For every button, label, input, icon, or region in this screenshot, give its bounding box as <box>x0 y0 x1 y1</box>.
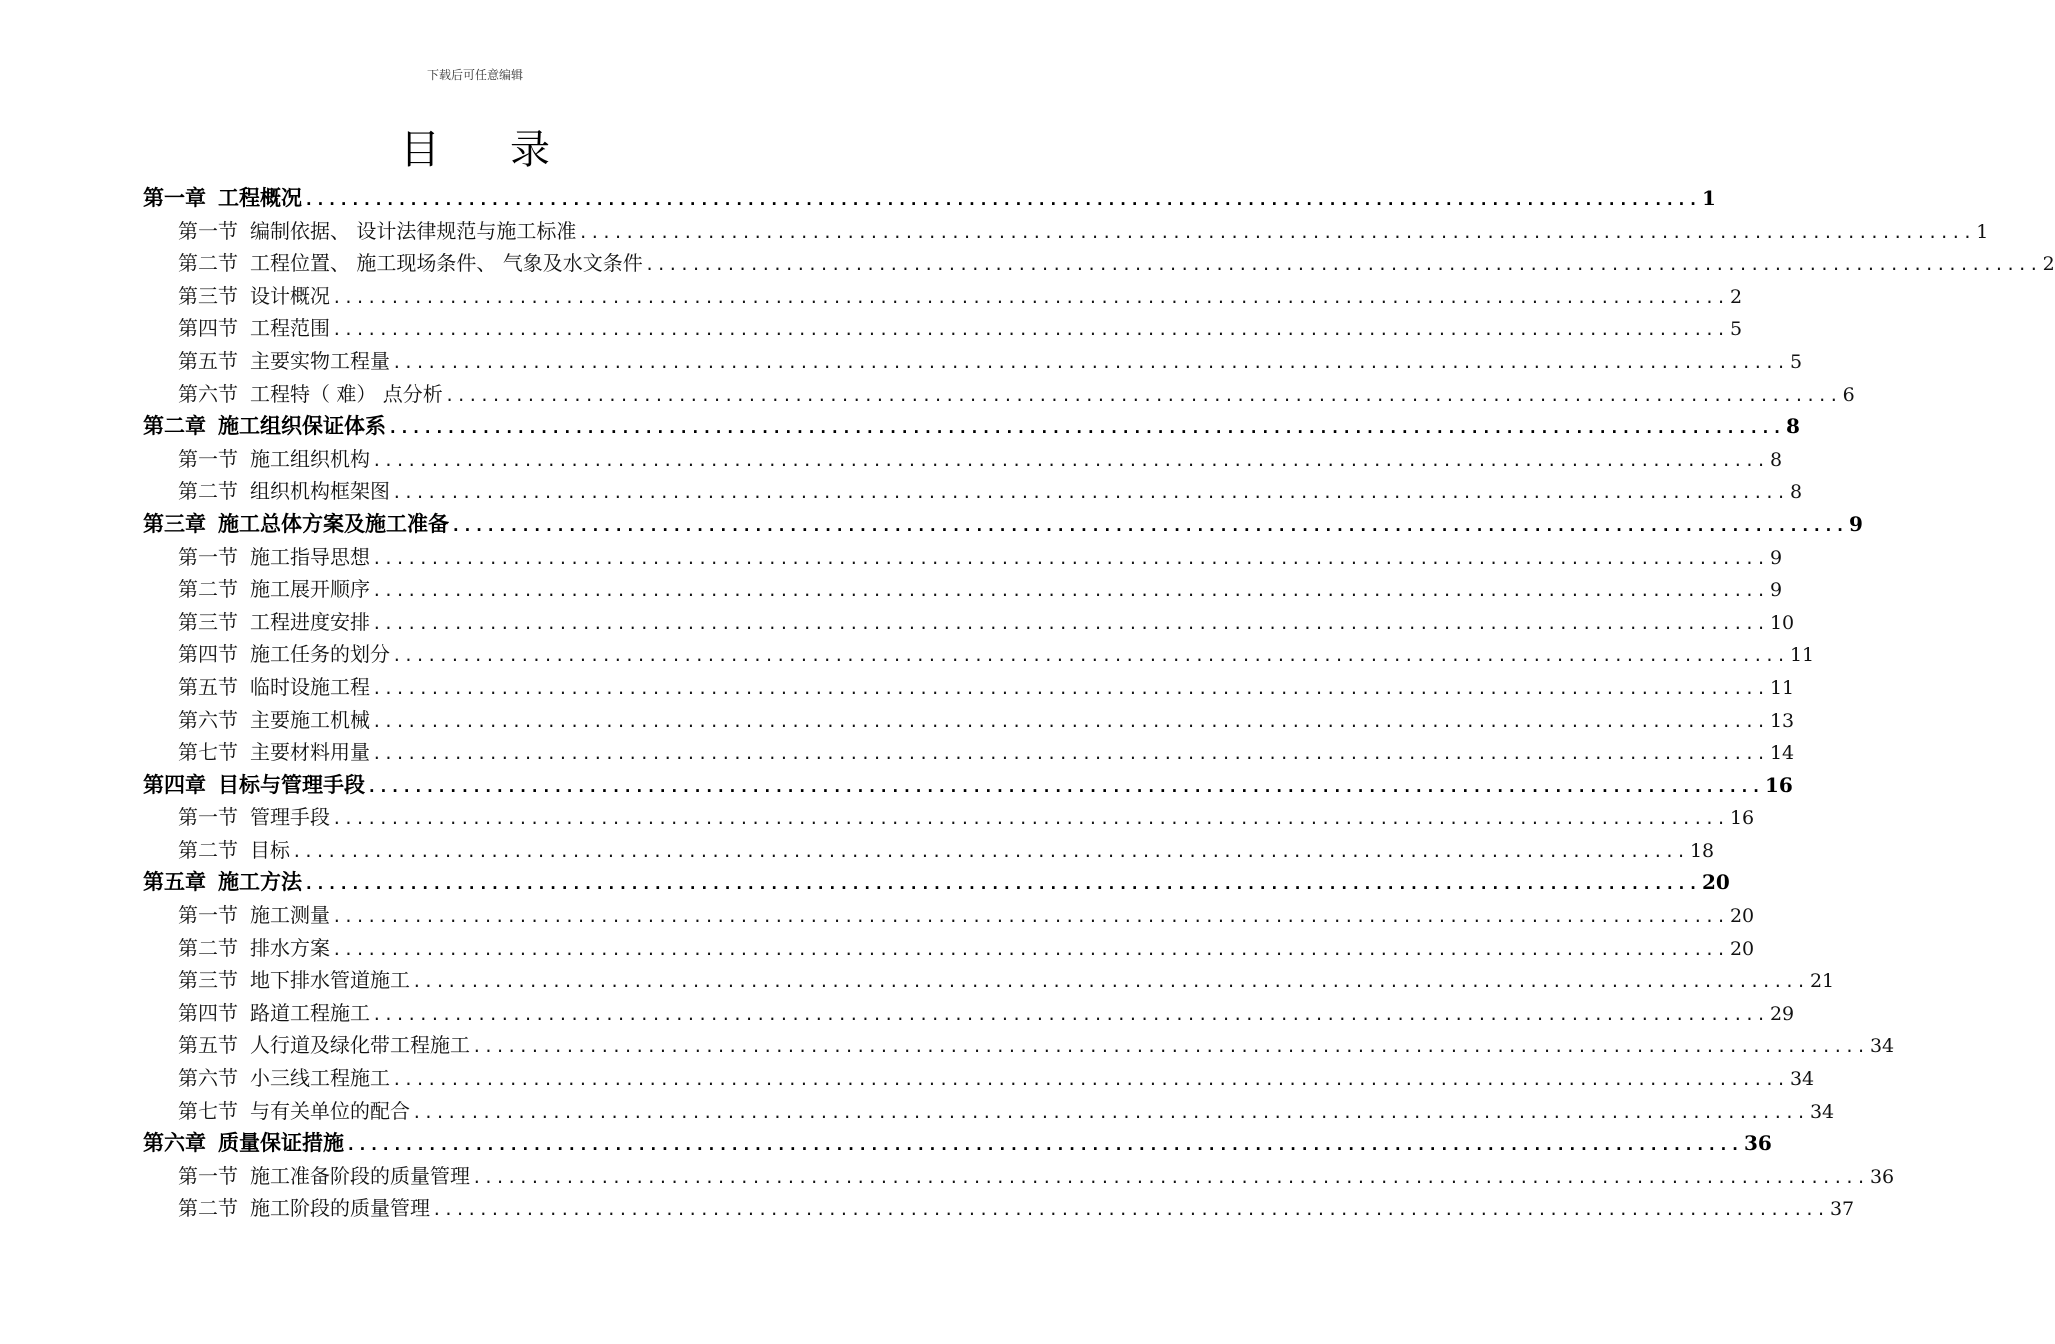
toc-leader-dots: ........................................................................................................................ <box>451 515 1847 535</box>
toc-entry-title: 临时设施工程 <box>250 674 370 699</box>
toc-page-number: 8 <box>1789 481 1803 504</box>
toc-section-entry[interactable] <box>143 280 1743 313</box>
toc-entry-title: 工程进度安排 <box>250 609 370 634</box>
toc-page-number: 16 <box>1764 772 1793 797</box>
toc-entry-title: 施工测量 <box>250 903 330 928</box>
toc-entry-number: 第四节 <box>178 1000 238 1025</box>
toc-leader-dots: ........................................................................................................................ <box>432 1200 1828 1220</box>
toc-leader-dots: ........................................................................................................................ <box>372 744 1768 764</box>
toc-page-number: 21 <box>1809 970 1835 993</box>
toc-leader-dots: ........................................................................................................................ <box>372 450 1768 470</box>
toc-entry-label <box>178 443 370 476</box>
toc-entry-label <box>143 508 449 541</box>
toc-entry-label <box>143 769 365 802</box>
toc-entry-title: 工程位置、 施工现场条件、 气象及水文条件 <box>250 251 643 276</box>
toc-entry-label <box>178 345 390 378</box>
toc-page-number: 5 <box>1729 318 1743 341</box>
toc-entry-number: 第二节 <box>178 479 238 504</box>
toc-page-number: 34 <box>1789 1068 1815 1091</box>
toc-leader-dots: ........................................................................................................................ <box>472 1037 1868 1057</box>
toc-entry-label <box>143 410 386 443</box>
toc-section-entry[interactable] <box>143 443 1783 476</box>
toc-entry-label <box>178 1095 410 1128</box>
toc-entry-title: 主要施工机械 <box>250 707 370 732</box>
toc-page-number: 37 <box>1829 1198 1855 1221</box>
toc-leader-dots: ........................................................................................................................ <box>372 711 1768 731</box>
toc-entry-number: 第七节 <box>178 740 238 765</box>
toc-page-number: 9 <box>1848 511 1863 536</box>
toc-page-number: 20 <box>1729 937 1755 960</box>
toc-entry-number: 第一节 <box>178 805 238 830</box>
toc-entry-label <box>178 932 330 965</box>
toc-entry-label <box>178 736 370 769</box>
toc-section-entry[interactable] <box>143 378 1855 411</box>
toc-section-entry[interactable] <box>143 638 1815 671</box>
toc-entry-number: 第二章 <box>143 414 206 439</box>
table-of-contents <box>143 182 2055 1225</box>
toc-entry-label <box>178 801 330 834</box>
toc-entry-label <box>178 1192 430 1225</box>
toc-section-entry[interactable] <box>143 899 1755 932</box>
toc-entry-title: 管理手段 <box>250 805 330 830</box>
header-note: 下载后可任意编辑 <box>426 68 523 82</box>
toc-section-entry[interactable] <box>143 541 1783 574</box>
toc-leader-dots: ........................................................................................................................ <box>372 1004 1768 1024</box>
toc-entry-label <box>178 312 330 345</box>
toc-entry-title: 工程概况 <box>218 186 302 210</box>
toc-chapter-entry[interactable] <box>143 182 1716 215</box>
toc-entry-label <box>178 541 370 574</box>
toc-entry-title: 与有关单位的配合 <box>250 1098 410 1123</box>
toc-page-number: 20 <box>1729 905 1755 928</box>
toc-entry-title: 施工任务的划分 <box>250 642 390 667</box>
toc-leader-dots: ........................................................................................................................ <box>392 1070 1788 1090</box>
toc-entry-label <box>178 997 370 1030</box>
toc-entry-number: 第五章 <box>143 870 206 895</box>
toc-leader-dots: ........................................................................................................................ <box>292 841 1688 861</box>
toc-chapter-entry[interactable] <box>143 866 1730 899</box>
toc-entry-number: 第二节 <box>178 1196 238 1221</box>
toc-entry-label <box>178 704 370 737</box>
toc-entry-label <box>178 475 390 508</box>
toc-leader-dots: ........................................................................................................................ <box>392 646 1788 666</box>
toc-entry-number: 第六章 <box>143 1131 206 1156</box>
toc-entry-title: 目标与管理手段 <box>218 772 365 797</box>
toc-section-entry[interactable] <box>143 312 1743 345</box>
toc-entry-title: 主要实物工程量 <box>250 348 390 373</box>
toc-entry-label <box>178 964 410 997</box>
toc-chapter-entry[interactable] <box>143 508 1863 541</box>
toc-page-number: 36 <box>1869 1165 1895 1188</box>
toc-section-entry[interactable] <box>143 801 1755 834</box>
toc-entry-title: 工程范围 <box>250 316 330 341</box>
toc-page-number: 1 <box>1976 220 1989 243</box>
toc-section-entry[interactable] <box>143 1029 1895 1062</box>
toc-entry-title: 施工组织机构 <box>250 446 370 471</box>
toc-page-number: 6 <box>1842 383 1855 406</box>
toc-entry-title: 目标 <box>250 837 290 862</box>
toc-section-entry[interactable] <box>143 1192 1855 1225</box>
toc-leader-dots: ........................................................................................................................ <box>472 1167 1868 1187</box>
toc-page-number: 2 <box>2042 253 2055 276</box>
toc-entry-label <box>178 280 330 313</box>
toc-page-number: 36 <box>1743 1131 1772 1156</box>
toc-page-number: 20 <box>1701 870 1730 895</box>
toc-section-entry[interactable] <box>143 704 1795 737</box>
toc-entry-number: 第六节 <box>178 381 238 406</box>
toc-entry-number: 第一节 <box>178 544 238 569</box>
toc-leader-dots: ........................................................................................................................ <box>372 581 1768 601</box>
toc-entry-title: 施工指导思想 <box>250 544 370 569</box>
toc-entry-label <box>143 1127 344 1160</box>
toc-entry-title: 小三线工程施工 <box>250 1066 390 1091</box>
toc-leader-dots: ........................................................................................................................ <box>304 190 1700 209</box>
toc-entry-number: 第二节 <box>178 251 238 276</box>
toc-section-entry[interactable] <box>143 345 1803 378</box>
toc-page-number: 13 <box>1769 709 1795 732</box>
toc-entry-title: 工程特（ 难） 点分析 <box>250 381 443 406</box>
toc-entry-number: 第五节 <box>178 1033 238 1058</box>
toc-leader-dots: ........................................................................................................................ <box>367 776 1763 796</box>
toc-entry-label <box>143 182 302 215</box>
toc-entry-label <box>178 247 643 280</box>
toc-leader-dots: ........................................................................................................................ <box>412 972 1808 992</box>
toc-leader-dots: ........................................................................................................................ <box>372 678 1768 698</box>
toc-page-number: 9 <box>1769 546 1783 569</box>
toc-entry-number: 第三章 <box>143 511 206 536</box>
toc-leader-dots: ........................................................................................................................ <box>444 385 1841 405</box>
toc-page-number: 11 <box>1789 644 1815 667</box>
toc-leader-dots: ........................................................................................................................ <box>332 287 1728 307</box>
toc-entry-label <box>178 834 290 867</box>
toc-leader-dots: ........................................................................................................................ <box>392 352 1788 372</box>
toc-section-entry[interactable] <box>143 606 1795 639</box>
toc-leader-dots: ........................................................................................................................ <box>388 418 1784 438</box>
toc-entry-title: 施工展开顺序 <box>250 577 370 602</box>
toc-entry-title: 施工阶段的质量管理 <box>250 1196 430 1221</box>
toc-entry-label <box>178 215 576 248</box>
toc-section-entry[interactable] <box>143 1062 1815 1095</box>
toc-entry-number: 第一节 <box>178 446 238 471</box>
toc-entry-number: 第三节 <box>178 968 238 993</box>
toc-entry-title: 人行道及绿化带工程施工 <box>250 1033 470 1058</box>
toc-entry-number: 第一章 <box>143 186 206 210</box>
toc-chapter-entry[interactable] <box>143 410 1800 443</box>
toc-entry-number: 第四章 <box>143 772 206 797</box>
toc-entry-title: 施工准备阶段的质量管理 <box>250 1163 470 1188</box>
toc-page-number: 11 <box>1769 676 1795 699</box>
toc-entry-title: 排水方案 <box>250 935 330 960</box>
toc-entry-title: 施工方法 <box>218 870 302 895</box>
toc-section-entry[interactable] <box>143 475 1803 508</box>
toc-entry-number: 第一节 <box>178 903 238 928</box>
toc-section-entry[interactable] <box>143 932 1755 965</box>
toc-page-number: 34 <box>1869 1035 1895 1058</box>
toc-entry-label <box>178 1062 390 1095</box>
toc-entry-number: 第二节 <box>178 935 238 960</box>
toc-entry-number: 第五节 <box>178 674 238 699</box>
toc-entry-label <box>178 378 443 411</box>
toc-page-number: 29 <box>1769 1002 1795 1025</box>
toc-chapter-entry[interactable] <box>143 769 1793 802</box>
toc-entry-title: 设计概况 <box>250 283 330 308</box>
toc-entry-title: 质量保证措施 <box>218 1131 344 1156</box>
toc-entry-number: 第三节 <box>178 283 238 308</box>
toc-section-entry[interactable] <box>143 1095 1835 1128</box>
toc-leader-dots: ........................................................................................................................ <box>644 255 2041 275</box>
toc-page-number: 14 <box>1769 742 1795 765</box>
toc-entry-number: 第六节 <box>178 707 238 732</box>
toc-leader-dots: ........................................................................................................................ <box>332 320 1728 340</box>
toc-entry-title: 地下排水管道施工 <box>250 968 410 993</box>
toc-entry-number: 第一节 <box>178 218 238 243</box>
toc-entry-label <box>178 606 370 639</box>
toc-entry-number: 第五节 <box>178 348 238 373</box>
toc-entry-number: 第四节 <box>178 316 238 341</box>
toc-page-number: 9 <box>1769 579 1783 602</box>
toc-page-number: 16 <box>1729 807 1755 830</box>
toc-entry-label <box>178 899 330 932</box>
toc-entry-label <box>178 638 390 671</box>
toc-entry-number: 第二节 <box>178 837 238 862</box>
toc-leader-dots: ........................................................................................................................ <box>332 907 1728 927</box>
toc-section-entry[interactable] <box>143 215 1989 248</box>
toc-section-entry[interactable] <box>143 1160 1895 1193</box>
toc-entry-number: 第三节 <box>178 609 238 634</box>
toc-page-number: 10 <box>1769 611 1795 634</box>
toc-page-number: 18 <box>1689 839 1715 862</box>
toc-entry-title: 组织机构框架图 <box>250 479 390 504</box>
toc-entry-label <box>143 866 302 899</box>
toc-leader-dots: ........................................................................................................................ <box>372 613 1768 633</box>
toc-entry-number: 第六节 <box>178 1066 238 1091</box>
toc-entry-number: 第一节 <box>178 1163 238 1188</box>
toc-entry-number: 第七节 <box>178 1098 238 1123</box>
toc-page-number: 8 <box>1769 448 1783 471</box>
toc-leader-dots: ........................................................................................................................ <box>372 548 1768 568</box>
toc-entry-title: 施工总体方案及施工准备 <box>218 511 449 536</box>
toc-section-entry[interactable] <box>143 997 1795 1030</box>
toc-entry-title: 主要材料用量 <box>250 740 370 765</box>
toc-section-entry[interactable] <box>143 834 1715 867</box>
toc-section-entry[interactable] <box>143 247 2055 280</box>
toc-entry-label <box>178 671 370 704</box>
toc-chapter-entry[interactable] <box>143 1127 1772 1160</box>
toc-entry-label <box>178 573 370 606</box>
toc-section-entry[interactable] <box>143 736 1795 769</box>
toc-page-number: 5 <box>1789 350 1803 373</box>
toc-entry-label <box>178 1029 470 1062</box>
toc-leader-dots: ........................................................................................................................ <box>392 483 1788 503</box>
toc-entry-number: 第四节 <box>178 642 238 667</box>
page-title: 目录 <box>400 127 620 173</box>
toc-leader-dots: ........................................................................................................................ <box>304 874 1700 894</box>
toc-section-entry[interactable] <box>143 671 1795 704</box>
toc-leader-dots: ........................................................................................................................ <box>412 1102 1808 1122</box>
toc-entry-title: 施工组织保证体系 <box>218 414 386 439</box>
toc-entry-title: 路道工程施工 <box>250 1000 370 1025</box>
toc-entry-title: 编制依据、 设计法律规范与施工标准 <box>250 218 577 243</box>
toc-page-number: 1 <box>1701 186 1716 210</box>
toc-page-number: 34 <box>1809 1100 1835 1123</box>
toc-leader-dots: ........................................................................................................................ <box>332 809 1728 829</box>
toc-entry-number: 第二节 <box>178 577 238 602</box>
toc-entry-label <box>178 1160 470 1193</box>
toc-section-entry[interactable] <box>143 573 1783 606</box>
toc-section-entry[interactable] <box>143 964 1835 997</box>
toc-page-number: 2 <box>1729 285 1743 308</box>
toc-page-number: 8 <box>1785 414 1800 439</box>
toc-leader-dots: ........................................................................................................................ <box>346 1135 1742 1155</box>
toc-leader-dots: ........................................................................................................................ <box>332 939 1728 959</box>
toc-leader-dots: ........................................................................................................................ <box>578 222 1975 242</box>
